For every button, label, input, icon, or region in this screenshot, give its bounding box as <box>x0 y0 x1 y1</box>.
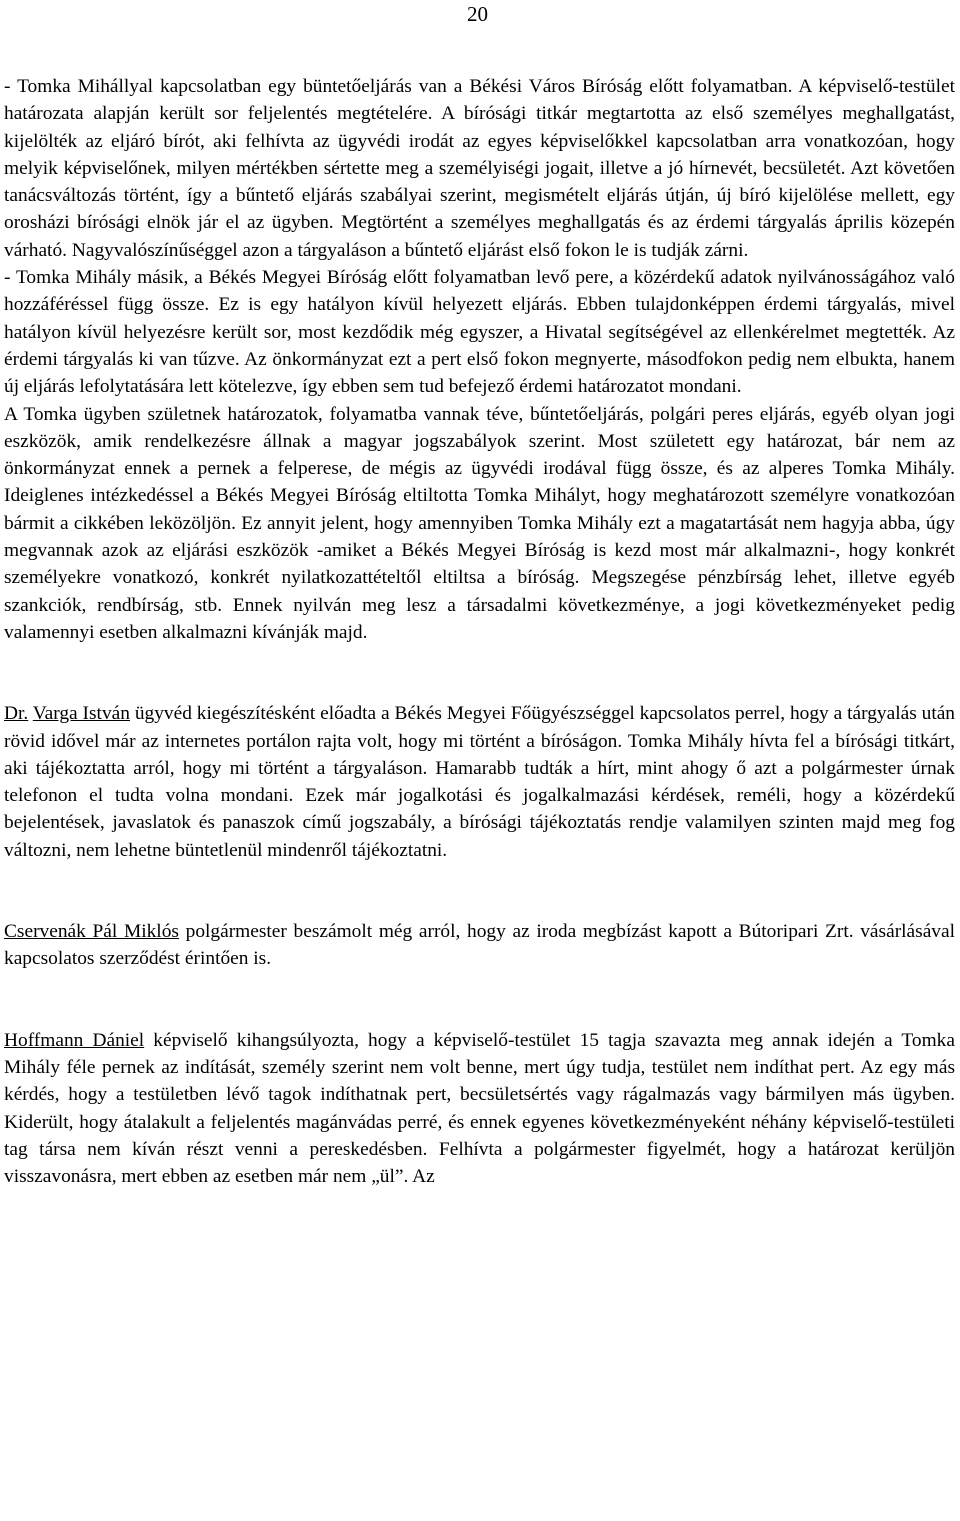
speaker-name-hoffmann: Hoffmann Dániel <box>4 1029 145 1051</box>
paragraph-tomka-decisions: A Tomka ügyben születnek határozatok, folyamatba vannak téve, bűntetőeljárás, polgári peres eljárás, egyéb olyan jogi eszközök, amik rendelkezésre állnak a magyar jogszabályok szerint. Most született egy határozat, bár nem az önkormányzat ennek a pernek a felperese, de mégis az ügyvédi irodával függ össze, és az alperes Tomka Mihály. Ideiglenes intézkedéssel a Békés Megyei Bíróság eltiltotta Tomka Mihályt, hogy meghatározott személyre vonatkozóan bármit a cikkében leközöljön. Ez annyit jelent, hogy amennyiben Tomka Mihály ezt a magatartását nem hagyja abba, úgy megvannak azok az eljárási eszközök -amiket a Békés Megyei Bíróság is kezd most már alkalmazni-, hogy konkrét személyekre vonatkozó, konkrét nyilatkozattételtől eltiltsa a bíróság. Megszegése pénzbírság lehet, illetve egyéb szankciók, rendbírság, stb. Ennek nyilván meg lesz a társadalmi következménye, a jogi következményeket pedig valamennyi esetben alkalmazni kívánják majd. <box>4 403 955 643</box>
speaker-title: Dr. <box>4 703 29 725</box>
speaker-name-cservenak: Cservenák Pál Miklós <box>4 921 179 943</box>
paragraph-text: ügyvéd kiegészítésként előadta a Békés Megyei Főügyészséggel kapcsolatos perrel, hogy a tárgyalás után rövid idővel már az internetes portálon rajta volt, hogy mi történt a bíróságon. Tomka Mihály hívta fel a bírósági titkárt, aki tájékoztatta arról, hogy mi történt a tárgyaláson. Hamarabb tudták a hírt, mint ahogy ő azt a polgármester úrnak telefonon el tudta volna mondani. Ezek már jogalkotási és jogalkalmazási kérdések, reméli, hogy a közérdekű bejelentések, javaslatok és panaszok című jogszabály, a bírósági tájékoztatás rendje valamilyen szinten majd meg fog változni, nem lehetne büntetlenül mindenről tájékoztatni. <box>4 703 956 861</box>
paragraph-text: polgármester beszámolt még arról, hogy az iroda megbízást kapott a Bútoripari Zrt. vásárlásával kapcsolatos szerződést érintően is. <box>4 921 955 970</box>
paragraph-tomka-criminal-case: - Tomka Mihállyal kapcsolatban egy büntetőeljárás van a Békési Város Bíróság előtt folyamatban. A képviselő-testület határozata alapján került sor feljelentés megtételére. A bírósági titkár megtartotta az első személyes meghallgatást, kijelölték az eljáró bírót, aki felhívta az ügyvédi irodát az egyes képviselőkkel kapcsolatban arra vonatkozóan, hogy melyik képviselőnek, milyen mértékben sértette meg a személyiségi jogait, illetve a jó hírnevét, becsületét. Azt követően tanácsváltozás történt, így a bűntető eljárás szabályai szerint, megismételt eljárás útján, új bíró kijelölése mellett, egy orosházi bírósági elnök jár el az ügyben. Megtörtént a személyes meghallgatás és az érdemi tárgyalás április közepén várható. Nagyvalószínűséggel azon a tárgyaláson a bűntető eljárást első fokon le is tudják zárni. <box>4 76 955 261</box>
speaker-name-varga: Varga István <box>32 703 130 725</box>
paragraph-cservenak <box>4 918 955 973</box>
paragraph-text: képviselő kihangsúlyozta, hogy a képviselő-testület 15 tagja szavazta meg annak idején a Tomka Mihály féle pernek az indítását, személy szerint nem volt benne, mert úgy tudja, testület nem indíthat pert. Az egy más kérdés, hogy a testületben lévő tagok indíthatnak pert, becsületsértés vagy rágalmazás vagy bármilyen más ügyben. Kiderült, hogy átalakult a feljelentés magánvádas perré, és ennek egyenes következményeként néhány képviselő-testületi tag társa nem kíván részt venni a pereskedésben. Felhívta a polgármester figyelmét, hogy a határozat kerüljön visszavonásra, mert ebben az esetben már nem „ül”. Az <box>4 1029 955 1188</box>
paragraph-hoffmann <box>4 1027 955 1191</box>
paragraph-tomka-public-data-case: - Tomka Mihály másik, a Békés Megyei Bíróság előtt folyamatban levő pere, a közérdekű adatok nyilvánosságához való hozzáféréssel függ össze. Ez is egy hatályon kívül helyezett eljárás. Ebben tulajdonképpen érdemi tárgyalás, mivel hatályon kívül helyezésre került sor, most kezdődik még egyszer, a Hivatal segítségével az ellenkérelmet megtették. Az érdemi tárgyalás ki van tűzve. Az önkormányzat ezt a pert első fokon megnyerte, másodfokon pedig nem elbukta, hanem új eljárás lefolytatására lett kötelezve, így ebben sem tud befejező érdemi határozatot mondani. <box>4 267 955 398</box>
paragraph-varga-istvan <box>4 700 955 864</box>
page-number: 20 <box>467 2 488 26</box>
document-body <box>4 73 955 1190</box>
